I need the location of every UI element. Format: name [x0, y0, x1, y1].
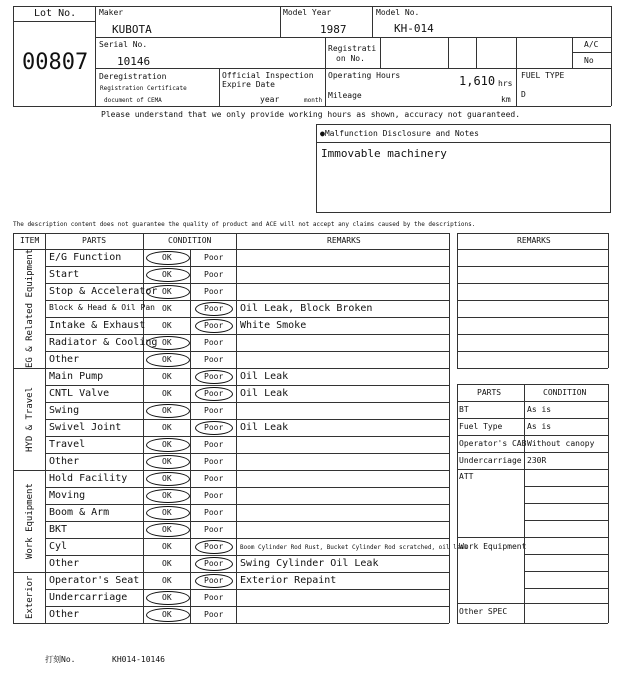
condition-poor: Poor — [204, 355, 224, 364]
model-no-value: KH-014 — [394, 22, 434, 35]
malfunction-title: ●Malfunction Disclosure and Notes — [320, 129, 479, 138]
table-line — [45, 233, 46, 623]
row-line — [457, 300, 608, 301]
condition-ok: OK — [162, 508, 172, 517]
row-line — [45, 555, 449, 556]
table-line — [457, 249, 608, 250]
part-name: E/G Function — [49, 252, 122, 263]
right-condition-value: As is — [527, 405, 552, 414]
condition-ok: OK — [162, 423, 172, 432]
col-item-header: ITEM — [20, 236, 40, 245]
part-name: Start — [49, 269, 80, 280]
table-line — [449, 233, 450, 623]
row-line — [45, 436, 449, 437]
row-line — [524, 486, 608, 487]
row-line — [45, 453, 449, 454]
condition-ok: OK — [162, 593, 172, 602]
group-label: EG & Related Equipment — [25, 248, 35, 369]
poor-circle-mark — [195, 574, 233, 588]
right-parts-header: PARTS — [477, 388, 502, 397]
row-line — [45, 419, 449, 420]
year-label: year — [260, 95, 280, 104]
condition-ok: OK — [162, 372, 172, 381]
condition-ok: OK — [162, 440, 172, 449]
right-part-name: Undercarriage — [459, 456, 522, 465]
ok-circle-mark — [146, 336, 190, 350]
ok-circle-mark — [146, 591, 190, 605]
row-line — [457, 537, 608, 538]
part-name: Boom & Arm — [49, 507, 110, 518]
row-line — [524, 588, 608, 589]
part-name: Other — [49, 558, 80, 569]
registration-certificate-label: Registration Certificate — [100, 85, 187, 92]
part-name: Other — [49, 456, 80, 467]
part-name: Moving — [49, 490, 86, 501]
poor-circle-mark — [195, 319, 233, 333]
remark-text: Oil Leak — [240, 388, 289, 399]
poor-circle-mark — [195, 540, 233, 554]
ok-circle-mark — [146, 251, 190, 265]
col-condition-header: CONDITION — [168, 236, 212, 245]
ok-circle-mark — [146, 455, 190, 469]
condition-poor: Poor — [204, 542, 224, 551]
poor-circle-mark — [195, 387, 233, 401]
col-remarks-header: REMARKS — [327, 236, 361, 245]
row-line — [45, 487, 449, 488]
registration-no-label-2: on No. — [336, 54, 365, 63]
ok-circle-mark — [146, 472, 190, 486]
maker-value: KUBOTA — [112, 23, 152, 36]
part-name: Other — [49, 354, 80, 365]
part-name: Radiator & Cooling — [49, 337, 158, 348]
condition-poor: Poor — [204, 270, 224, 279]
row-line — [13, 623, 449, 624]
right-condition-value: Without canopy — [527, 439, 595, 448]
work-equipment-label: Work Equipment — [459, 542, 527, 551]
ok-circle-mark — [146, 489, 190, 503]
ok-circle-mark — [146, 285, 190, 299]
fuel-type-value: D — [521, 90, 526, 99]
condition-poor: Poor — [204, 474, 224, 483]
condition-poor: Poor — [204, 593, 224, 602]
mileage-label: Mileage — [328, 91, 362, 100]
row-line — [457, 266, 608, 267]
row-line — [45, 351, 449, 352]
fuel-type-label: FUEL TYPE — [521, 71, 565, 80]
disclaimer-text: The description content does not guarantee the quality of product and ACE will not accept any claims caused by the descriptions. — [13, 221, 476, 228]
table-line — [13, 233, 449, 234]
condition-ok: OK — [162, 304, 172, 313]
row-line — [45, 538, 449, 539]
row-line — [457, 283, 608, 284]
condition-ok: OK — [162, 355, 172, 364]
condition-poor: Poor — [204, 423, 224, 432]
row-line — [457, 351, 608, 352]
group-label: Work Equipment — [25, 483, 35, 559]
row-line — [13, 368, 449, 369]
condition-poor: Poor — [204, 338, 224, 347]
condition-poor: Poor — [204, 610, 224, 619]
condition-poor: Poor — [204, 559, 224, 568]
remark-text: White Smoke — [240, 320, 307, 331]
right-condition-value: As is — [527, 422, 552, 431]
registration-no-label: Registrati — [328, 44, 377, 53]
table-line — [457, 233, 608, 234]
remark-text: Boom Cylinder Rod Rust, Bucket Cylinder Rod scratched, oil leak — [240, 544, 468, 551]
condition-ok: OK — [162, 542, 172, 551]
table-line — [13, 249, 449, 250]
row-line — [45, 521, 449, 522]
deregistration-label: Deregistration — [99, 72, 167, 81]
condition-ok: OK — [162, 253, 172, 262]
condition-poor: Poor — [204, 525, 224, 534]
row-line — [524, 520, 608, 521]
condition-poor: Poor — [204, 440, 224, 449]
row-line — [45, 334, 449, 335]
condition-poor: Poor — [204, 304, 224, 313]
ok-circle-mark — [146, 268, 190, 282]
condition-ok: OK — [162, 338, 172, 347]
ac-label: A/C — [584, 40, 599, 49]
right-part-name: Fuel Type — [459, 422, 503, 431]
part-name: Undercarriage — [49, 592, 128, 603]
row-line — [45, 606, 449, 607]
row-line — [45, 266, 449, 267]
maker-label: Maker — [99, 8, 124, 17]
table-line — [457, 384, 608, 385]
condition-poor: Poor — [204, 389, 224, 398]
ok-circle-mark — [146, 523, 190, 537]
poor-circle-mark — [195, 370, 233, 384]
row-line — [457, 469, 608, 470]
row-line — [524, 503, 608, 504]
part-name: Stop & Accelerator — [49, 286, 158, 297]
km-unit: km — [501, 95, 511, 104]
part-name: Main Pump — [49, 371, 104, 382]
part-name: CNTL Valve — [49, 388, 110, 399]
condition-poor: Poor — [204, 287, 224, 296]
row-line — [457, 368, 608, 369]
other-spec-label: Other SPEC — [459, 607, 508, 616]
condition-poor: Poor — [204, 406, 224, 415]
right-part-name: BT — [459, 405, 469, 414]
part-name: BKT — [49, 524, 68, 535]
condition-ok: OK — [162, 491, 172, 500]
cema-label: document of CEMA — [104, 97, 162, 104]
group-label: HYD & Travel — [25, 386, 35, 452]
row-line — [457, 334, 608, 335]
lot-no-value: 00807 — [22, 50, 89, 75]
ok-circle-mark — [146, 404, 190, 418]
condition-ok: OK — [162, 287, 172, 296]
row-line — [457, 603, 608, 604]
ac-value: No — [584, 56, 594, 65]
ok-circle-mark — [146, 353, 190, 367]
table-line — [236, 233, 237, 623]
condition-ok: OK — [162, 525, 172, 534]
row-line — [45, 385, 449, 386]
table-line — [608, 384, 609, 623]
lot-no-label: Lot No. — [34, 8, 77, 19]
part-name: Hold Facility — [49, 473, 128, 484]
part-name: Block & Head & Oil Pan — [49, 303, 155, 312]
ok-circle-mark — [146, 506, 190, 520]
row-line — [457, 435, 608, 436]
inspection-label: Official Inspection — [222, 71, 314, 80]
condition-ok: OK — [162, 559, 172, 568]
condition-poor: Poor — [204, 372, 224, 381]
row-line — [457, 418, 608, 419]
table-line — [457, 233, 458, 368]
row-line — [45, 589, 449, 590]
poor-circle-mark — [195, 421, 233, 435]
stamp-no-value: KH014-10146 — [112, 655, 165, 664]
malfunction-text: Immovable machinery — [321, 147, 447, 160]
part-name: Other — [49, 609, 80, 620]
row-line — [13, 572, 449, 573]
group-label: Exterior — [25, 575, 35, 620]
row-line — [45, 402, 449, 403]
part-name: Swivel Joint — [49, 422, 122, 433]
part-name: Swing — [49, 405, 80, 416]
condition-ok: OK — [162, 457, 172, 466]
condition-ok: OK — [162, 610, 172, 619]
stamp-no-label: 打刻No. — [45, 655, 76, 664]
row-line — [45, 504, 449, 505]
part-name: Travel — [49, 439, 86, 450]
remark-text: Exterior Repaint — [240, 575, 337, 586]
right-part-name: Operator's CAB — [459, 439, 527, 448]
operating-hours-label: Operating Hours — [328, 71, 401, 80]
row-line — [457, 452, 608, 453]
hrs-unit: hrs — [498, 79, 513, 88]
part-name: Cyl — [49, 541, 68, 552]
working-hours-notice: Please understand that we only provide working hours as shown, accuracy not guaranteed. — [101, 110, 521, 119]
poor-circle-mark — [195, 557, 233, 571]
table-line — [457, 384, 458, 623]
month-label: month — [304, 97, 323, 104]
ok-circle-mark — [146, 438, 190, 452]
condition-poor: Poor — [204, 253, 224, 262]
condition-poor: Poor — [204, 491, 224, 500]
row-line — [45, 283, 449, 284]
condition-ok: OK — [162, 406, 172, 415]
poor-circle-mark — [195, 302, 233, 316]
table-line — [457, 401, 608, 402]
row-line — [524, 554, 608, 555]
condition-ok: OK — [162, 389, 172, 398]
att-label: ATT — [459, 472, 474, 481]
condition-ok: OK — [162, 321, 172, 330]
model-no-label: Model No. — [376, 8, 420, 17]
part-name: Operator's Seat — [49, 575, 140, 586]
table-line — [608, 233, 609, 368]
serial-no-label: Serial No. — [99, 40, 148, 49]
condition-poor: Poor — [204, 321, 224, 330]
condition-poor: Poor — [204, 508, 224, 517]
condition-ok: OK — [162, 474, 172, 483]
table-line — [457, 623, 608, 624]
part-name: Intake & Exhaust — [49, 320, 146, 331]
table-line — [13, 233, 14, 623]
right-condition-value: 230R — [527, 456, 547, 465]
remark-text: Oil Leak, Block Broken — [240, 303, 373, 314]
inspection-label-2: Expire Date — [222, 80, 275, 89]
serial-no-value: 10146 — [117, 55, 151, 68]
model-year-label: Model Year — [283, 8, 332, 17]
operating-hours-value: 1,610 — [459, 74, 496, 88]
ok-circle-mark — [146, 608, 190, 622]
remark-text: Oil Leak — [240, 422, 289, 433]
remark-text: Oil Leak — [240, 371, 289, 382]
row-line — [524, 571, 608, 572]
condition-ok: OK — [162, 270, 172, 279]
model-year-value: 1987 — [320, 23, 347, 36]
condition-poor: Poor — [204, 457, 224, 466]
right-remarks-header: REMARKS — [517, 236, 551, 245]
row-line — [45, 300, 449, 301]
condition-ok: OK — [162, 576, 172, 585]
condition-poor: Poor — [204, 576, 224, 585]
right-condition-header: CONDITION — [543, 388, 587, 397]
remark-text: Swing Cylinder Oil Leak — [240, 558, 379, 569]
row-line — [45, 317, 449, 318]
col-parts-header: PARTS — [82, 236, 107, 245]
row-line — [13, 470, 449, 471]
row-line — [457, 317, 608, 318]
